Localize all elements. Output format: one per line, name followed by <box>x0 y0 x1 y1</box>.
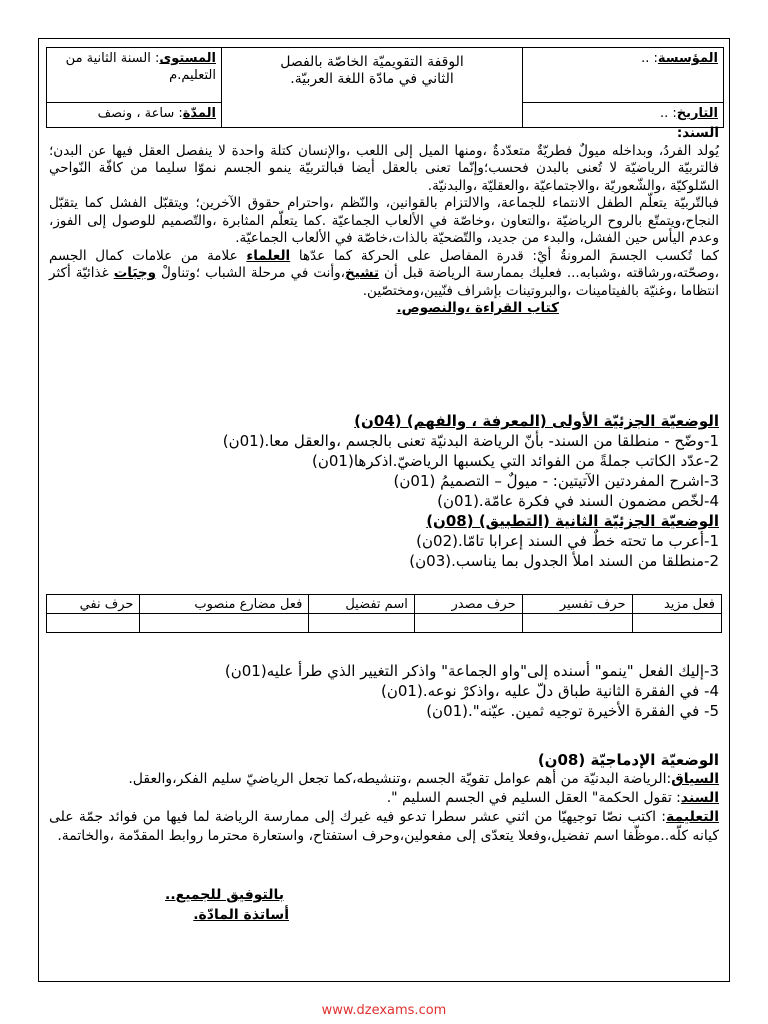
part-3-instruction <box>49 808 719 846</box>
part-2-question-5: 5- في الفقرة الأخيرة توجيه ثمين. عيّنه".(01ن) <box>426 702 719 720</box>
support-label: السند <box>680 790 719 806</box>
date-cell <box>523 103 724 128</box>
table-cell <box>522 614 632 633</box>
underlined-word-2: تشيخ <box>344 265 380 281</box>
part-3-context <box>49 770 719 789</box>
footer-link[interactable]: www.dzexams.com <box>321 1003 447 1018</box>
answer-table-header-row <box>47 595 722 614</box>
part-1-title: الوضعيّة الجزئيّة الأولى (المعرفة ، والفهم) (04ن) <box>354 412 719 430</box>
table-header-cell: حرف نفي <box>47 595 140 614</box>
duration-value: : ساعة ، ونصف <box>97 106 183 121</box>
table-cell <box>309 614 414 633</box>
table-header-cell: اسم تفضيل <box>309 595 414 614</box>
header-table <box>46 47 724 128</box>
table-header-cell: فعل مزيد <box>632 595 721 614</box>
context-label: السياق <box>671 771 719 787</box>
underlined-word-3: وجبَات <box>113 265 156 281</box>
instruction-label: التعليمة <box>666 809 719 825</box>
level-label: المستوى <box>159 51 216 66</box>
table-cell <box>414 614 522 633</box>
paragraph-3-part-d: غذائيّة أكثر انتظاما ،وغنيّة بالفيتامينات ،والبروتينات بإشراف فنّيين،ومختصّين. <box>49 265 719 299</box>
table-header-cell: حرف تفسير <box>522 595 632 614</box>
source-text <box>49 125 719 318</box>
paragraph-1: يُولد الفردُ، وبداخله ميولٌ فطريّةٌ متعدّدةٌ ،ومنها الميل إلى اللعب ،والإنسان كتلة واحدة لا ينفصل العقل فيها عن البدن؛ فالتربيّة الرياضيّة لا تُعنى بالبدن فحسب؛وإنّما تعنى بالعقل أيضا فبالتربيّة ينمو الجسم نموّا سليما من كافّة النّواحي السّلوكيّة ،والشّعوريّة ،والاجتماعيّة ،والعقليّة ،والبدنيّة. <box>49 142 719 194</box>
part-2-continued <box>49 661 719 721</box>
date-value: : .. <box>659 106 677 121</box>
part-3 <box>49 751 719 846</box>
duration-label: المدّة <box>182 106 216 121</box>
exam-title-cell <box>222 48 523 128</box>
table-cell <box>632 614 721 633</box>
source-reference: كتاب القراءة ،والنصوص. <box>396 300 559 316</box>
part-1 <box>49 411 719 571</box>
institution-label: المؤسسة <box>657 51 718 66</box>
part-2-question-3: 3-إليك الفعل "ينمو" أسنده إلى"واو الجماعة" واذكر التغيير الذي طرأ عليه(01ن) <box>224 662 719 680</box>
source-title: السند: <box>676 125 719 141</box>
paragraph-3-part-a: كما تُكسب الجسمَ المرونةُ أيْ: قدرة المفاصل على الحركة كما عدّها <box>290 247 719 264</box>
instruction-text: : اكتب نصّا توجيهيّا من اثني عشر سطرا تدعو فيه غيرك إلى ممارسة الرياضة لما فيها من فوائد جمّة على كيانه كلّه..موظّفا اسم تفضيل،وفعلا يتعدّى إلى مفعولين،وحرف استفتاح، واستعارة محترما روابط المقدّمة ،والخاتمة. <box>49 809 719 844</box>
institution-cell <box>523 48 724 103</box>
date-label: التاريخ <box>676 106 718 121</box>
answer-table-empty-row <box>47 614 722 633</box>
part-2-question-4: 4- في الفقرة الثانية طباق دلّ عليه ،واذكرْ نوعه.(01ن) <box>381 682 719 700</box>
level-cell <box>47 48 222 103</box>
exam-title-line1: الوقفة التقويميّة الخاصّة بالفصل <box>280 54 464 70</box>
level-value-2: التعليم.م <box>169 68 216 83</box>
table-cell <box>140 614 309 633</box>
table-header-cell: حرف مصدر <box>414 595 522 614</box>
exam-page <box>38 38 730 982</box>
part-3-support <box>49 789 719 808</box>
duration-cell <box>47 103 222 128</box>
paragraph-3-part-c: ،وأنت في مرحلة الشباب ؛وتناولْ <box>155 265 345 281</box>
part-3-title: الوضعيّة الإدماجيّة (08ن) <box>537 751 719 769</box>
paragraph-3-part-b: علامة من علامات كمال الجسم ،وصحّته،ورشاقته ،وشبابه... فعليك بممارسة الرياضة قبل أن <box>49 247 720 281</box>
part-2-title: الوضعيّة الجزئيّة الثانية (التطبيق) (08ن) <box>426 512 719 530</box>
part-1-question-1: 1-وضّح - منطلقا من السند- بأنّ الرياضة البدنيّة تعنى بالجسم ،والعقل معا.(01ن) <box>222 432 719 450</box>
underlined-word-1: العلماء <box>246 247 291 264</box>
answer-table <box>46 594 722 633</box>
level-value: : السنة الثانية من <box>65 51 160 66</box>
part-1-question-4: 4-لخّص مضمون السند في فكرة عامّة.(01ن) <box>437 492 719 510</box>
context-text: :الرياضة البدنيّة من أهم عوامل تقويّة الجسم ،وتنشيطه،كما تجعل الرياضيّ سليم الفكر،والعقل. <box>128 771 672 787</box>
part-2-question-2: 2-منطلقا من السند املأ الجدول بما يناسب.(03ن) <box>409 552 719 570</box>
table-header-cell: فعل مضارع منصوب <box>140 595 309 614</box>
paragraph-3 <box>49 248 719 301</box>
part-1-question-3: 3-اشرح المفردتين الآتيتين: - ميولٌ – التصميمُ (01ن) <box>393 472 719 490</box>
institution-value: : .. <box>641 51 658 66</box>
paragraph-2: فبالتّربيّة يتعلّم الطفل الانتماء للجماعة، والالتزام بالقوانين، والنّظم ،واحترام حقوق الآخرين؛ ويتقبّل الفشل كما يتقبّل النجاح،ويتمتّع بالروح الرياضيّة ،والتعاون ،وخاصّة في الألعاب الجماعيّة .كما يتعلّم المثابرة ،والتّصميم للوصول إلى الفوز، وعدم اليأس حين الفشل، والبدء من جديد، والتّضحيّة بالذات،خاصّة في الألعاب الجماعيّة. <box>49 195 719 246</box>
part-1-question-2: 2-عدّد الكاتب جملةً من الفوائد التي يكسبها الرياضيّ.اذكرها(01ن) <box>312 452 719 470</box>
closing-wish: بالتوفيق للجميع.. <box>165 887 284 903</box>
part-2-question-1: 1-أعرب ما تحته خطٌ في السند إعرابا تامّا.(02ن) <box>416 532 719 550</box>
table-cell <box>47 614 140 633</box>
teacher-signature: أساتذة المادّة. <box>193 907 289 923</box>
exam-title-line2: الثاني في مادّة اللغة العربيّة. <box>290 71 454 87</box>
support-text: : تقول الحكمة" العقل السليم في الجسم السليم ". <box>386 790 681 806</box>
